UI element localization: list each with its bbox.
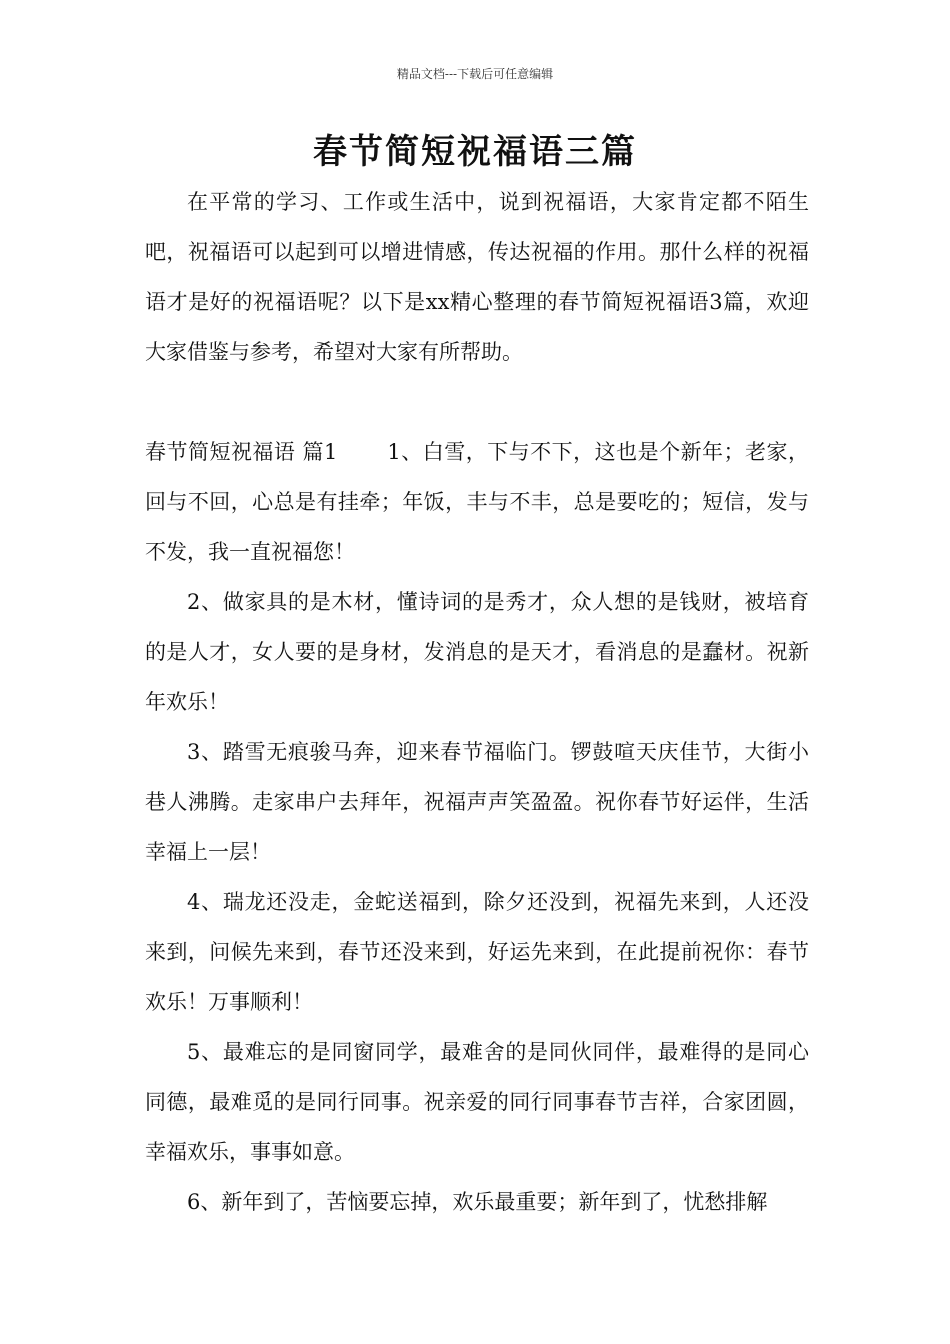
document-body	[145, 177, 809, 1227]
blessing-item-1: 1、白雪，下与不下，这也是个新年；老家，回与不回，心总是有挂牵；年饭，丰与不丰，总是要吃的；短信，发与不发，我一直祝福您！	[145, 440, 809, 564]
blessing-item-6: 6、新年到了，苦恼要忘掉，欢乐最重要；新年到了，忧愁排解	[187, 1190, 768, 1214]
blessing-item-2: 2、做家具的是木材，懂诗词的是秀才，众人想的是钱财，被培育的是人才，女人要的是身材，发消息的是天才，看消息的是蠢材。祝新年欢乐！	[145, 590, 809, 714]
section-1-paragraph	[145, 427, 809, 577]
blessing-item-3: 3、踏雪无痕骏马奔，迎来春节福临门。锣鼓喧天庆佳节，大街小巷人沸腾。走家串户去拜年，祝福声声笑盈盈。祝你春节好运伴，生活幸福上一层！	[145, 740, 809, 864]
blessing-item-4: 4、瑞龙还没走，金蛇送福到，除夕还没到，祝福先来到，人还没来到，问候先来到，春节还没来到，好运先来到，在此提前祝你：春节欢乐！万事顺利！	[145, 890, 809, 1014]
section-1-label: 春节简短祝福语 篇1	[145, 440, 338, 464]
blessing-item-5: 5、最难忘的是同窗同学，最难舍的是同伙同伴，最难得的是同心同德，最难觅的是同行同事。祝亲爱的同行同事春节吉祥，合家团圆，幸福欢乐，事事如意。	[145, 1040, 809, 1164]
document-title: 春节简短祝福语三篇	[313, 132, 637, 172]
intro-paragraph: 在平常的学习、工作或生活中，说到祝福语，大家肯定都不陌生吧，祝福语可以起到可以增进情感，传达祝福的作用。那什么样的祝福语才是好的祝福语呢？以下是xx精心整理的春节简短祝福语3篇，欢迎大家借鉴与参考，希望对大家有所帮助。	[145, 190, 809, 364]
page-header: 精品文档---下载后可任意编辑	[396, 67, 554, 81]
